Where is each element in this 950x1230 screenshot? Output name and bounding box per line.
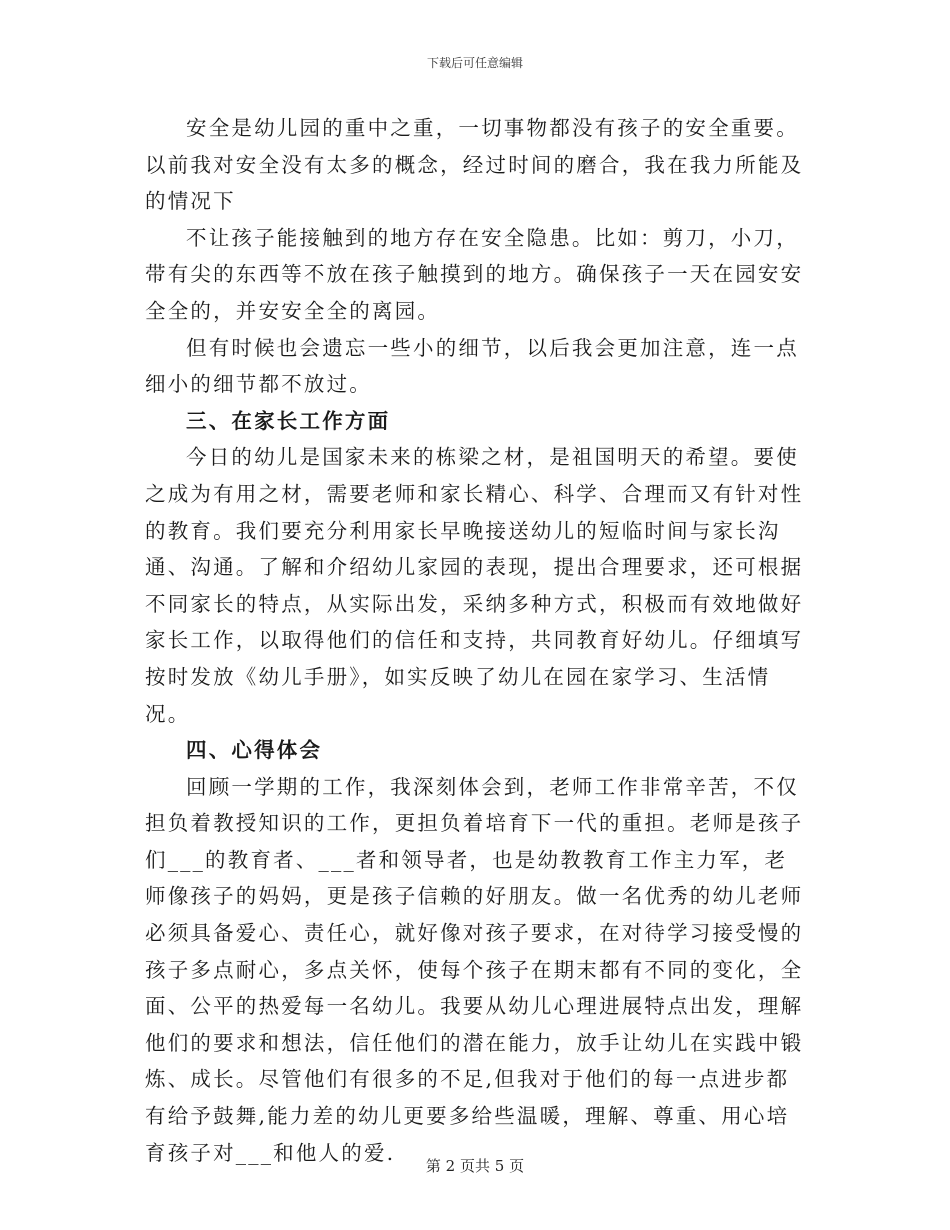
page-header: 下载后可任意编辑 [426, 56, 523, 70]
paragraph-safety-details: 但有时候也会遗忘一些小的细节，以后我会更加注意，连一点细小的细节都不放过。 [145, 335, 799, 397]
paragraph-safety-intro: 安全是幼儿园的重中之重，一切事物都没有孩子的安全重要。以前我对安全没有太多的概念，经过时间的磨合，我在我力所能及的情况下 [145, 116, 804, 214]
paragraph-safety-measures: 不让孩子能接触到的地方存在安全隐患。比如：剪刀，小刀，带有尖的东西等不放在孩子触摸到的地方。确保孩子一天在园安安全全的，并安安全全的离园。 [145, 225, 804, 323]
page-footer: 第 2 页共 5 页 [425, 1157, 525, 1175]
document-body [145, 110, 807, 1171]
section-heading-parent-work: 三、在家长工作方面 [186, 408, 391, 433]
paragraph-parent-work: 今日的幼儿是国家未来的栋梁之材，是祖国明天的希望。要使之成为有用之材，需要老师和家长精心、科学、合理而又有针对性的教育。我们要充分利用家长早晚接送幼儿的短临时间与家长沟通、沟通。了解和介绍幼儿家园的表现，提出合理要求，还可根据不同家长的特点，从实际出发，采纳多种方式，积极而有效地做好家长工作，以取得他们的信任和支持，共同教育好幼儿。仔细填写按时发放《幼儿手册》，如实反映了幼儿在园在家学习、生活情况。 [145, 445, 804, 726]
paragraph-reflections: 回顾一学期的工作，我深刻体会到，老师工作非常辛苦，不仅担负着教授知识的工作，更担负着培育下一代的重担。老师是孩子们___的教育者、___者和领导者，也是幼教教育工作主力军，老师像孩子的妈妈，更是孩子信赖的好朋友。做一名优秀的幼儿老师必须具备爱心、责任心，就好像对孩子要求，在对待学习接受慢的孩子多点耐心，多点关怀，使每个孩子在期末都有不同的变化，全面、公平的热爱每一名幼儿。我要从幼儿心理进展特点出发，理解他们的要求和想法，信任他们的潜在能力，放手让幼儿在实践中锻炼、成长。尽管他们有很多的不足,但我对于他们的每一点进步都有给予鼓舞,能力差的幼儿更要多给些温暖，理解、尊重、用心培育孩子对___和他人的爱. [145, 774, 804, 1165]
section-heading-reflections: 四、心得体会 [186, 738, 323, 763]
